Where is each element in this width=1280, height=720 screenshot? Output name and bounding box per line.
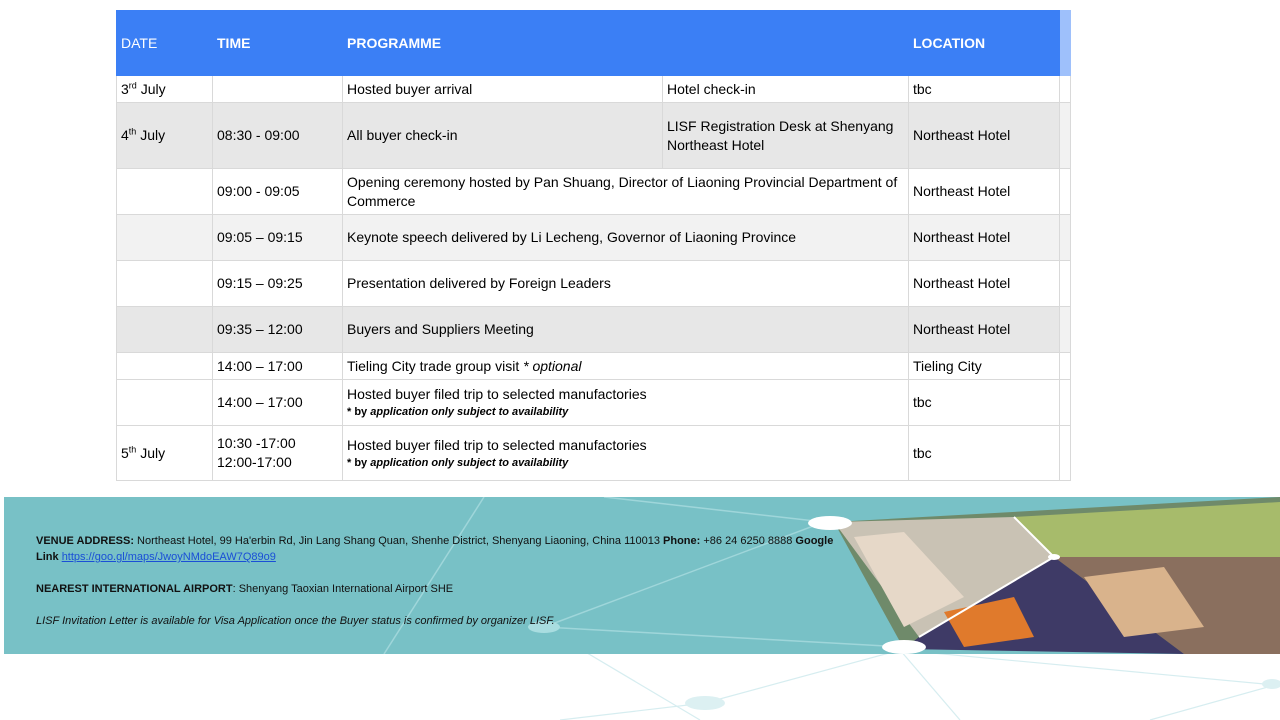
header-time: TIME [213,11,343,76]
date-cell [117,353,213,380]
availability-note: * by application only subject to availability [347,456,569,469]
programme-cell: Hosted buyer arrival [343,76,663,103]
time-cell: 09:15 – 09:25 [213,261,343,307]
tail-cell [1060,353,1071,380]
date-cell [117,169,213,215]
programme-cell: Keynote speech delivered by Li Lecheng, Governor of Liaoning Province [343,215,909,261]
tail-cell [1060,169,1071,215]
time-cell: 09:05 – 09:15 [213,215,343,261]
tail-cell [1060,76,1071,103]
tail-cell [1060,307,1071,353]
table-row [117,76,1071,103]
optional-note: * optional [523,357,582,374]
location-cell: Northeast Hotel [909,215,1060,261]
programme-cell: Opening ceremony hosted by Pan Shuang, Director of Liaoning Provincial Department of Commerce [343,169,909,215]
header-location: LOCATION [909,11,1060,76]
programme-cell: Buyers and Suppliers Meeting [343,307,909,353]
date-cell [117,380,213,426]
date-cell [117,307,213,353]
venue-details [36,533,836,645]
table-row [117,215,1071,261]
location-cell: Northeast Hotel [909,103,1060,169]
tail-cell [1060,380,1071,426]
nearest-airport: NEAREST INTERNATIONAL AIRPORT: Shenyang Taoxian International Airport SHE [36,583,454,595]
location-cell: tbc [909,380,1060,426]
time-cell: 08:30 - 09:00 [213,103,343,169]
date-cell: 4th July [117,103,213,169]
programme-cell: Hosted buyer filed trip to selected manufactories * by application only subject to availability [343,380,909,426]
detail-cell: Hotel check-in [663,76,909,103]
header-date: DATE [117,11,213,76]
header-extra [663,11,909,76]
tail-cell [1060,103,1071,169]
table-header-row [117,11,1071,76]
table-row [117,426,1071,481]
tail-cell [1060,426,1071,481]
header-tail [1060,11,1071,76]
tail-cell [1060,261,1071,307]
table-row [117,353,1071,380]
time-cell: 09:35 – 12:00 [213,307,343,353]
schedule-table [116,10,1071,481]
location-cell: Northeast Hotel [909,261,1060,307]
invitation-letter-note: LISF Invitation Letter is available for Visa Application once the Buyer status is confirmed by organizer LISF. [36,615,555,627]
location-cell: tbc [909,426,1060,481]
table-row [117,103,1071,169]
time-cell: 10:30 -17:00 12:00-17:00 [213,426,343,481]
location-cell: Northeast Hotel [909,307,1060,353]
availability-note: * by application only subject to availability [347,406,569,418]
google-maps-link[interactable]: https://goo.gl/maps/JwoyNMdoEAW7Q89o9 [61,551,276,563]
programme-cell: Tieling City trade group visit * optional [343,353,909,380]
table-row [117,307,1071,353]
location-cell: tbc [909,76,1060,103]
table-row [117,169,1071,215]
date-cell [117,261,213,307]
venue-address: VENUE ADDRESS: Northeast Hotel, 99 Ha'erbin Rd, Jin Lang Shang Quan, Shenhe District, Shenyang Liaoning, China 110013 Phone: +86 24 6250 8888 Google Link https://goo.gl/maps/JwoyNMdoEAW7Q89o9 [36,535,834,563]
venue-info-banner [4,497,1280,654]
location-cell: Northeast Hotel [909,169,1060,215]
detail-cell: LISF Registration Desk at Shenyang Northeast Hotel [663,103,909,169]
date-cell: 3rd July [117,76,213,103]
table-row [117,380,1071,426]
time-cell [213,76,343,103]
programme-cell: All buyer check-in [343,103,663,169]
date-cell: 5th July [117,426,213,481]
time-cell: 14:00 – 17:00 [213,353,343,380]
time-cell: 14:00 – 17:00 [213,380,343,426]
programme-cell: Presentation delivered by Foreign Leaders [343,261,909,307]
table-row [117,261,1071,307]
programme-cell: Hosted buyer filed trip to selected manufactories * by application only subject to availability [343,426,909,481]
location-cell: Tieling City [909,353,1060,380]
date-cell [117,215,213,261]
tail-cell [1060,215,1071,261]
time-cell: 09:00 - 09:05 [213,169,343,215]
header-programme: PROGRAMME [343,11,663,76]
